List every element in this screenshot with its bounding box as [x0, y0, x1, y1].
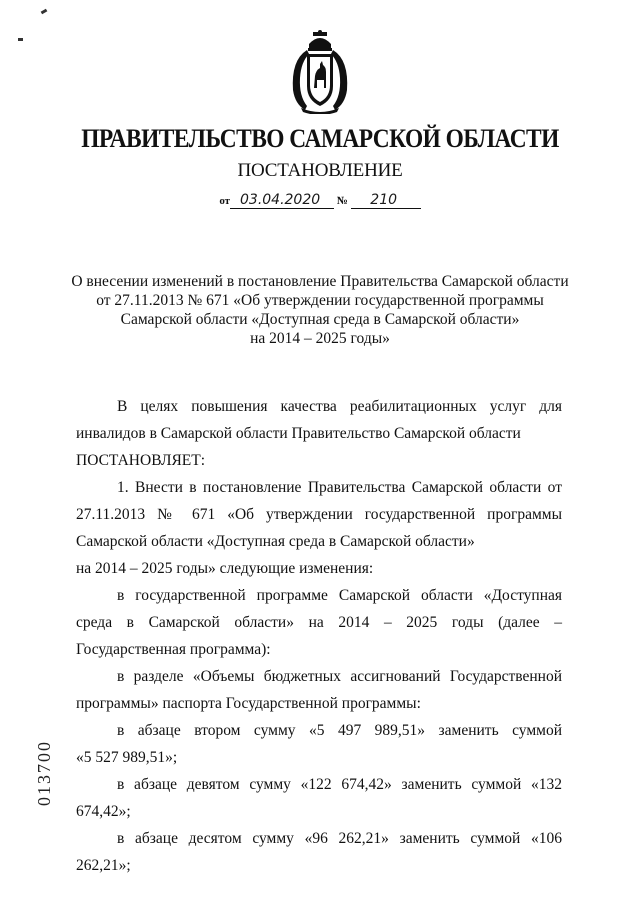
- document-subject: [60, 272, 580, 348]
- date-number-line: [0, 193, 640, 209]
- paragraph-abzac-2-cont: «5 527 989,51»;: [76, 749, 178, 766]
- document-body: [76, 393, 562, 879]
- number-prefix: №: [336, 195, 348, 207]
- subject-line: О внесении изменений в постановление Правительства Самарской области: [71, 273, 569, 290]
- subject-line: Самарской области «Доступная среда в Самарской области»: [120, 311, 520, 328]
- paragraph-item-1-cont: на 2014 – 2025 годы» следующие изменения:: [76, 560, 374, 577]
- document-type: ПОСТАНОВЛЕНИЕ: [237, 160, 403, 181]
- paragraph-abzac-2: в абзаце втором сумму «5 497 989,51» заменить суммой: [117, 722, 562, 739]
- subject-line: от 27.11.2013 № 671 «Об утверждении государственной программы: [96, 292, 544, 309]
- registration-stamp: 013700: [34, 740, 54, 806]
- scan-mark: [41, 9, 48, 15]
- paragraph-section: в разделе «Объемы бюджетных ассигнований Государственной программы» паспорта Государственной программы:: [76, 668, 562, 712]
- paragraph-item-1: 1. Внести в постановление Правительства Самарской области от 27.11.2013 № 671 «Об утверждении государственной программы Самарской области «Доступная среда в Самарской области»: [76, 479, 562, 550]
- paragraph-abzac-10: в абзаце десятом сумму «96 262,21» заменить суммой «106 262,21»;: [76, 830, 562, 874]
- date-prefix: от: [219, 195, 231, 207]
- scan-mark: [18, 38, 23, 41]
- paragraph-resolves: ПОСТАНОВЛЯЕТ:: [76, 452, 206, 469]
- document-date: 03.04.2020: [230, 193, 334, 209]
- document-number: 210: [351, 193, 421, 209]
- paragraph-preamble: В целях повышения качества реабилитационных услуг для инвалидов в Самарской области Правительство Самарской области: [76, 398, 562, 442]
- subject-line: на 2014 – 2025 годы»: [250, 330, 390, 347]
- government-title: ПРАВИТЕЛЬСТВО САМАРСКОЙ ОБЛАСТИ: [81, 124, 559, 153]
- paragraph-abzac-9: в абзаце девятом сумму «122 674,42» заменить суммой «132 674,42»;: [76, 776, 562, 820]
- coat-of-arms-icon: [287, 30, 353, 114]
- paragraph-program: в государственной программе Самарской области «Доступная среда в Самарской области» на 2014 – 2025 годы (далее – Государственная программа):: [76, 587, 562, 658]
